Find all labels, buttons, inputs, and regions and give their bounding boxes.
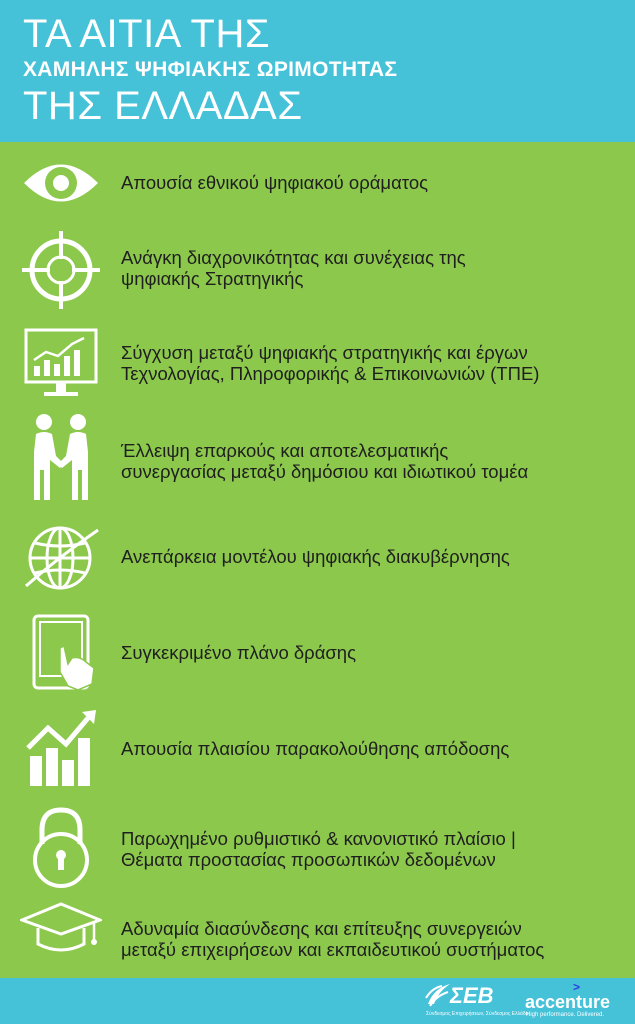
item-text-line-1: Ανεπάρκεια μοντέλου ψηφιακής διακυβέρνησης: [121, 546, 510, 567]
causes-list: [0, 142, 635, 978]
padlock-icon: [20, 804, 102, 890]
accenture-tagline: High performance. Delivered.: [526, 1012, 605, 1018]
item-text-line-1: Παρωχημένο ρυθμιστικό & κανονιστικό πλαίσιο |: [121, 828, 516, 849]
seb-name: ΣΕΒ: [450, 983, 494, 1008]
item-text-line-2: συνεργασίας μεταξύ δημόσιου και ιδιωτικού τομέα: [121, 461, 529, 482]
item-text-line-2: μεταξύ επιχειρήσεων και εκπαιδευτικού συστήματος: [121, 939, 545, 960]
header-banner: [0, 0, 635, 142]
list-item: [0, 142, 635, 224]
item-text-line-1: Αδυναμία διασύνδεσης και επίτευξης συνεργειών: [121, 918, 522, 939]
item-text-line-1: Έλλειψη επαρκούς και αποτελεσματικής: [121, 440, 449, 461]
accenture-logo: [525, 980, 625, 1022]
seb-mark-icon: [424, 982, 452, 1008]
list-item: [0, 516, 635, 602]
seb-logo: [424, 982, 529, 1022]
list-item: [0, 227, 635, 317]
list-item: [0, 802, 635, 892]
item-text-line-1: Ανάγκη διαχρονικότητας και συνέχειας της: [121, 247, 466, 268]
footer-bar: [0, 978, 635, 1024]
tablet-touch-icon: [20, 612, 102, 694]
list-item: [0, 708, 635, 794]
monitor-chart-icon: [20, 322, 102, 404]
title-line-3: ΤΗΣ ΕΛΛΑΔΑΣ: [23, 84, 303, 128]
list-item: [0, 322, 635, 408]
item-text-line-2: Θέματα προστασίας προσωπικών δεδομένων: [121, 849, 496, 870]
crosshair-target-icon: [20, 229, 102, 311]
graduation-cap-icon: [20, 896, 102, 978]
seb-tagline: Σύνδεσμος Επιχειρήσεων, Σύνδεσμος Ελλάδα: [426, 1011, 529, 1017]
title-line-1: ΤΑ ΑΙΤΙΑ ΤΗΣ: [23, 12, 271, 56]
item-text-line-2: ψηφιακής Στρατηγικής: [121, 268, 304, 289]
title-line-2: ΧΑΜΗΛΗΣ ΨΗΦΙΑΚΗΣ ΩΡΙΜΟΤΗΤΑΣ: [23, 58, 398, 81]
accenture-mark: >: [573, 980, 581, 994]
accenture-name: accenture: [525, 992, 611, 1012]
item-text-line-2: Τεχνολογίας, Πληροφορικής & Επικοινωνιών (ΤΠΕ): [121, 363, 540, 384]
item-text-line-1: Συγκεκριμένο πλάνο δράσης: [121, 642, 357, 663]
growth-chart-icon: [20, 708, 102, 790]
item-text-line-1: Απουσία πλαισίου παρακολούθησης απόδοσης: [121, 738, 510, 759]
handshake-people-icon: [20, 412, 102, 502]
item-text-line-1: Απουσία εθνικού ψηφιακού οράματος: [121, 172, 429, 193]
list-item: [0, 612, 635, 698]
item-text-line-1: Σύγχυση μεταξύ ψηφιακής στρατηγικής και έργων: [121, 342, 528, 363]
list-item: [0, 410, 635, 506]
eye-icon: [20, 142, 102, 224]
globe-icon: [20, 516, 102, 598]
list-item: [0, 902, 635, 978]
